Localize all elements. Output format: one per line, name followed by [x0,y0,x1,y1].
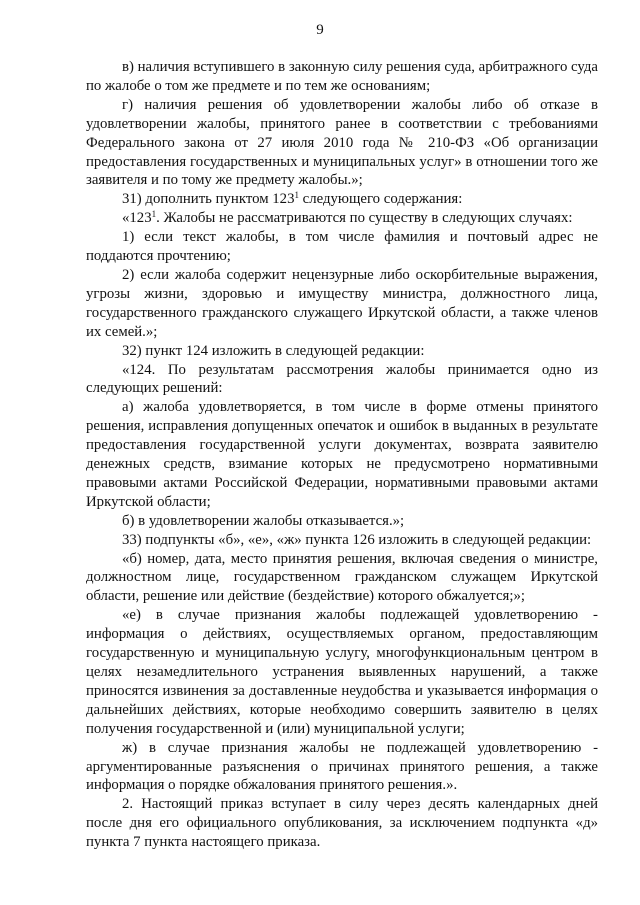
paragraph: 32) пункт 124 изложить в следующей редакции: [122,342,425,359]
paragraph: 1) если текст жалобы, в том числе фамилия и почтовый адрес не поддаются прочтению; [86,229,598,265]
paragraph: г) наличия решения об удовлетворении жалобы либо об отказе в удовлетворении жалобы, принятого ранее в соответствии с требованиями Федерального закона от 27 июля 2010 года № 210-ФЗ «Об организации предоставления государственных и муниципальных услуг» в отношении того же заявителя и по тому же предмету жалобы.»; [86,96,598,189]
paragraph: 2) если жалоба содержит нецензурные либо оскорбительные выражения, угрозы жизни, здоровью и имуществу министра, должностного лица, государственного гражданского служащего Иркутской области, а также членов их семей.»; [86,266,598,340]
page-number: 9 [316,22,324,38]
paragraph: а) жалоба удовлетворяется, в том числе в форме отмены принятого решения, исправления допущенных опечаток и ошибок в выданных в результате предоставления государственной услуги документах, возврата заявителю денежных средств, взимание которых не предусмотрено нормативными правовыми актами Российской Федерации, нормативными правовыми актами Иркутской области; [86,399,598,510]
paragraph: б) в удовлетворении жалобы отказывается.»; [122,512,405,529]
paragraph: ж) в случае признания жалобы не подлежащей удовлетворению - аргументированные разъяснения о причинах принятого решения, а также информация о порядке обжалования принятого решения.». [86,739,598,794]
paragraph: 33) подпункты «б», «е», «ж» пункта 126 изложить в следующей редакции: [122,531,592,548]
paragraph: «б) номер, дата, место принятия решения, включая сведения о министре, должностном лице, государственном гражданском служащем Иркутской области, решение или действие (бездействие) которого обжалуется;»; [86,550,598,605]
paragraph: «е) в случае признания жалобы подлежащей удовлетворению - информация о действиях, осуществляемых органом, предоставляющим государственную и муниципальную услугу, многофункциональным центром в целях незамедлительного устранения выявленных нарушений, а также приносятся извинения за доставленные неудобства и указывается информация о дальнейших действиях, которые необходимо совершить заявителю в целях получения государственной и (или) муниципальной услуги; [86,607,598,737]
paragraph: 31) дополнить пунктом $123^1$ следующего содержания: [122,190,463,208]
paragraph: «$123^1$. Жалобы не рассматриваются по существу в следующих случаях: [122,209,573,227]
paragraph: 2. Настоящий приказ вступает в силу через десять календарных дней после дня его официального опубликования, за исключением подпункта «д» пункта 7 пункта настоящего приказа. [86,796,598,851]
paragraph: «124. По результатам рассмотрения жалобы принимается одно из следующих решений: [86,361,598,397]
document-body [86,58,598,852]
paragraph: в) наличия вступившего в законную силу решения суда, арбитражного суда по жалобе о том же предмете и по тем же основаниям; [86,59,598,94]
